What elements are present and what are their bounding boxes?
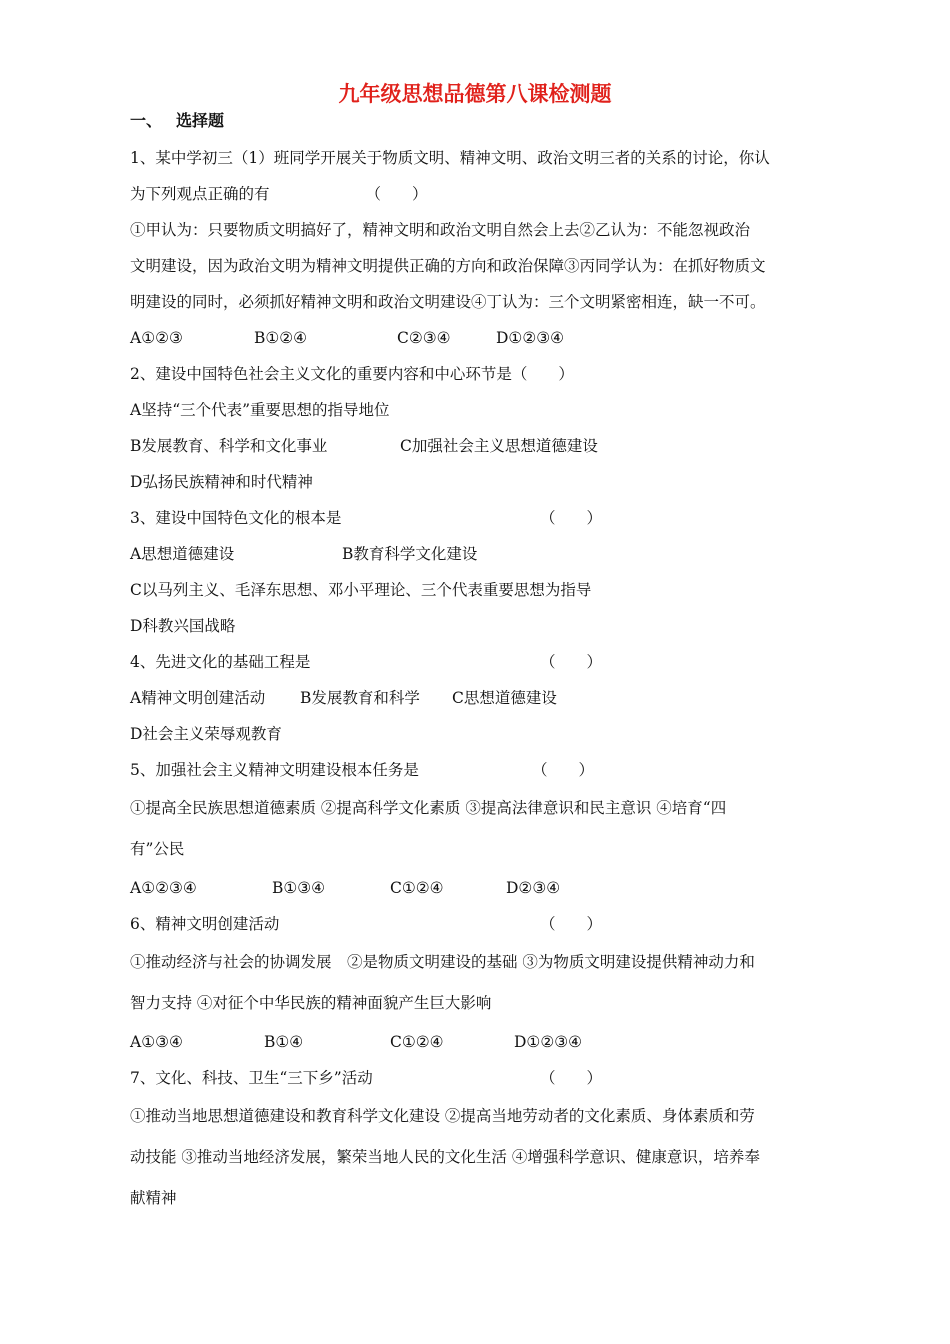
option-b: B①④ bbox=[264, 1033, 304, 1051]
option-c: C以马列主义、毛泽东思想、邓小平理论、三个代表重要思想为指导 bbox=[130, 581, 592, 599]
question-6-options bbox=[130, 1024, 820, 1060]
answer-blank: （ ） bbox=[532, 761, 595, 779]
option-b: B①②④ bbox=[254, 329, 308, 347]
option-c: C①②④ bbox=[390, 1033, 444, 1051]
option-a: A思想道德建设 bbox=[130, 545, 235, 563]
question-7-stem-text: 7、文化、科技、卫生“三下乡”活动 bbox=[130, 1069, 373, 1087]
question-1-options bbox=[130, 320, 820, 356]
option-b: B①③④ bbox=[272, 879, 326, 897]
option-c: C思想道德建设 bbox=[452, 689, 557, 707]
option-a: A①②③④ bbox=[130, 879, 197, 897]
option-a: A①③④ bbox=[130, 1033, 183, 1051]
question-2-stem bbox=[130, 356, 820, 392]
question-6-body-line: 智力支持 ④对征个中华民族的精神面貌产生巨大影响 bbox=[130, 994, 492, 1012]
question-2-stem-text: 2、建设中国特色社会主义文化的重要内容和中心环节是 bbox=[130, 365, 512, 383]
section-number: 一、 bbox=[130, 111, 163, 130]
question-5-body-line: 有”公民 bbox=[130, 840, 185, 858]
question-6-stem bbox=[130, 906, 820, 942]
option-a: A①②③ bbox=[130, 329, 183, 347]
question-6-stem-text: 6、精神文明创建活动 bbox=[130, 915, 280, 933]
option-a: A坚持“三个代表”重要思想的指导地位 bbox=[130, 401, 390, 419]
question-5-body-line: ①提高全民族思想道德素质 ②提高科学文化素质 ③提高法律意识和民主意识 ④培育“四 bbox=[130, 799, 727, 817]
option-d: D①②③④ bbox=[496, 329, 565, 347]
option-d: D社会主义荣辱观教育 bbox=[130, 725, 282, 743]
question-7-body-line: 动技能 ③推动当地经济发展，繁荣当地人民的文化生活 ④增强科学意识、健康意识，培养奉 bbox=[130, 1148, 760, 1166]
question-2-options bbox=[130, 428, 820, 464]
question-5-stem-text: 5、加强社会主义精神文明建设根本任务是 bbox=[130, 761, 419, 779]
question-4-stem-text: 4、先进文化的基础工程是 bbox=[130, 653, 311, 671]
question-6-body-line: ①推动经济与社会的协调发展 ②是物质文明建设的基础 ③为物质文明建设提供精神动力和 bbox=[130, 953, 755, 971]
option-c: C②③④ bbox=[397, 329, 451, 347]
section-label: 选择题 bbox=[176, 111, 225, 130]
answer-blank: （ ） bbox=[540, 653, 603, 671]
answer-blank: （ ） bbox=[540, 1069, 603, 1087]
answer-blank: （ ） bbox=[540, 509, 603, 527]
question-3-stem-text: 3、建设中国特色文化的根本是 bbox=[130, 509, 342, 527]
answer-blank: （ ） bbox=[511, 365, 574, 383]
question-1-body-line: ①甲认为：只要物质文明搞好了，精神文明和政治文明自然会上去②乙认为：不能忽视政治 bbox=[130, 221, 751, 239]
question-1-stem-line-2 bbox=[130, 176, 820, 212]
question-7-body-line: ①推动当地思想道德建设和教育科学文化建设 ②提高当地劳动者的文化素质、身体素质和劳 bbox=[130, 1107, 755, 1125]
option-d: D科教兴国战略 bbox=[130, 617, 236, 635]
option-a: A精神文明创建活动 bbox=[130, 689, 266, 707]
option-d: D弘扬民族精神和时代精神 bbox=[130, 473, 313, 491]
question-7-body-line: 献精神 bbox=[130, 1189, 177, 1207]
answer-blank: （ ） bbox=[540, 915, 603, 933]
question-4-stem bbox=[130, 644, 820, 680]
question-4-options bbox=[130, 680, 820, 716]
question-7-stem bbox=[130, 1060, 820, 1096]
question-1-body-line: 明建设的同时，必须抓好精神文明和政治文明建设④丁认为：三个文明紧密相连，缺一不可。 bbox=[130, 293, 766, 311]
answer-blank: （ ） bbox=[365, 185, 428, 203]
question-5-stem bbox=[130, 752, 820, 788]
option-b: B教育科学文化建设 bbox=[342, 545, 478, 563]
option-c: C①②④ bbox=[390, 879, 444, 897]
section-heading bbox=[130, 108, 224, 131]
question-list bbox=[130, 140, 820, 1219]
option-d: D②③④ bbox=[506, 879, 561, 897]
option-c: C加强社会主义思想道德建设 bbox=[400, 437, 598, 455]
page-title: 九年级思想品德第八课检测题 bbox=[338, 82, 612, 106]
question-5-options bbox=[130, 870, 820, 906]
question-1-body-line: 文明建设，因为政治文明为精神文明提供正确的方向和政治保障③丙同学认为：在抓好物质文 bbox=[130, 257, 766, 275]
option-b: B发展教育和科学 bbox=[300, 689, 420, 707]
option-b: B发展教育、科学和文化事业 bbox=[130, 437, 328, 455]
question-1-stem-text: 为下列观点正确的有 bbox=[130, 185, 270, 203]
question-3-stem bbox=[130, 500, 820, 536]
option-d: D①②③④ bbox=[514, 1033, 583, 1051]
question-3-options bbox=[130, 536, 820, 572]
question-1-stem-line-1: 1、某中学初三（1）班同学开展关于物质文明、精神文明、政治文明三者的关系的讨论，你认 bbox=[130, 149, 770, 167]
